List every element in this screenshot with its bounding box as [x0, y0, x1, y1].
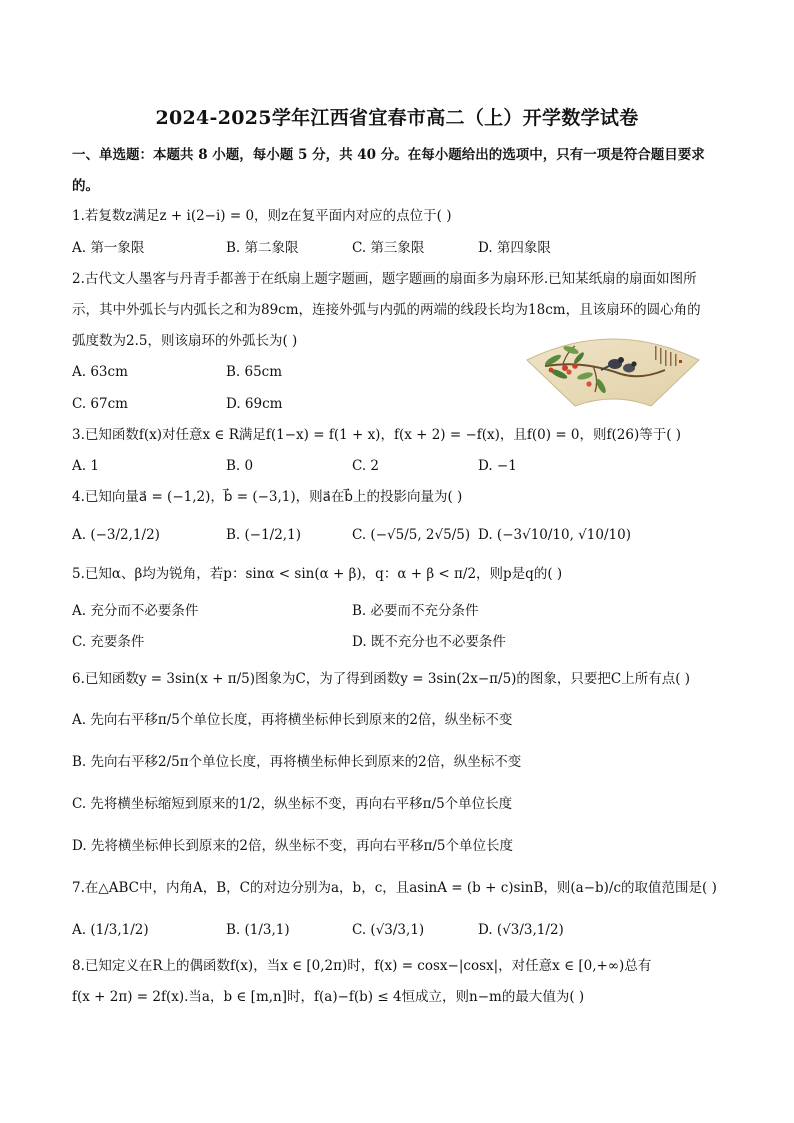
fan-painting-image	[523, 330, 703, 410]
question-8-stem-line-1: 8.已知定义在R上的偶函数f(x)，当x ∈ [0,2π)时，f(x) = cosx−|cosx|，对任意x ∈ [0,+∞)总有	[72, 958, 652, 974]
question-2-stem-line-1: 2.古代文人墨客与丹青手都善于在纸扇上题字题画，题字题画的扇面多为扇环形.已知某纸扇的扇面如图所	[72, 271, 697, 287]
question-2-option-d: D. 69cm	[226, 396, 283, 412]
question-8-stem-line-2: f(x + 2π) = 2f(x).当a，b ∈ [m,n]时，f(a)−f(b) ≤ 4恒成立，则n−m的最大值为( )	[72, 989, 585, 1005]
question-1-option-d: D. 第四象限	[478, 240, 551, 256]
question-7-option-a: A. (1/3,1/2)	[72, 922, 149, 938]
question-7-stem: 7.在△ABC中，内角A，B，C的对边分别为a，b，c，且asinA = (b + c)sinB，则(a−b)/c的取值范围是( )	[72, 880, 717, 896]
question-6-option-c: C. 先将横坐标缩短到原来的1/2，纵坐标不变，再向右平移π/5个单位长度	[72, 796, 513, 812]
question-5-option-a: A. 充分而不必要条件	[72, 603, 199, 619]
question-6-option-b: B. 先向右平移2/5π个单位长度，再将横坐标伸长到原来的2倍，纵坐标不变	[72, 754, 522, 770]
question-1-option-c: C. 第三象限	[352, 240, 425, 256]
question-1-option-a: A. 第一象限	[72, 240, 145, 256]
question-3-option-d: D. −1	[478, 458, 517, 474]
question-2-stem-line-2: 示，其中外弧长与内弧长之和为89cm，连接外弧与内弧的两端的线段长均为18cm，且该扇环的圆心角的	[72, 302, 701, 318]
question-3-option-b: B. 0	[226, 458, 254, 474]
question-5-option-b: B. 必要而不充分条件	[352, 603, 479, 619]
question-3-option-a: A. 1	[72, 458, 99, 474]
question-5-option-c: C. 充要条件	[72, 634, 145, 650]
question-2-stem-line-3: 弧度数为2.5，则该扇环的外弧长为( )	[72, 333, 298, 349]
section-heading-line-2: 的。	[72, 178, 99, 194]
question-2-option-b: B. 65cm	[226, 364, 283, 380]
question-7-option-c: C. (√3/3,1)	[352, 922, 425, 938]
question-5-stem: 5.已知α、β均为锐角，若p：sinα < sin(α + β)，q：α + β < π/2，则p是q的( )	[72, 566, 563, 582]
question-4-stem: 4.已知向量a⃗ = (−1,2)，b⃗ = (−3,1)，则a⃗在b⃗上的投影向量为( )	[72, 489, 463, 505]
question-5-option-d: D. 既不充分也不必要条件	[352, 634, 506, 650]
question-4-option-c: C. (−√5/5, 2√5/5)	[352, 527, 471, 543]
question-1-stem: 1.若复数z满足z + i(2−i) = 0，则z在复平面内对应的点位于( )	[72, 208, 452, 224]
question-1-option-b: B. 第二象限	[226, 240, 299, 256]
question-4-option-a: A. (−3/2,1/2)	[72, 527, 160, 543]
question-7-option-b: B. (1/3,1)	[226, 922, 290, 938]
question-3-stem: 3.已知函数f(x)对任意x ∈ R满足f(1−x) = f(1 + x)，f(x + 2) = −f(x)，且f(0) = 0，则f(26)等于( )	[72, 427, 682, 443]
question-4-option-b: B. (−1/2,1)	[226, 527, 301, 543]
question-2-option-a: A. 63cm	[72, 364, 128, 380]
question-6-option-d: D. 先将横坐标伸长到原来的2倍，纵坐标不变，再向右平移π/5个单位长度	[72, 838, 514, 854]
question-3-option-c: C. 2	[352, 458, 380, 474]
question-7-option-d: D. (√3/3,1/2)	[478, 922, 564, 938]
question-6-option-a: A. 先向右平移π/5个单位长度，再将横坐标伸长到原来的2倍，纵坐标不变	[72, 712, 513, 728]
question-4-option-d: D. (−3√10/10, √10/10)	[478, 527, 631, 543]
question-6-stem: 6.已知函数y = 3sin(x + π/5)图象为C，为了得到函数y = 3sin(2x−π/5)的图象，只要把C上所有点( )	[72, 671, 691, 687]
page-title: 2024-2025学年江西省宜春市高二（上）开学数学试卷	[155, 107, 639, 129]
section-heading-line-1: 一、单选题：本题共 8 小题，每小题 5 分，共 40 分。在每小题给出的选项中，只有一项是符合题目要求	[72, 147, 705, 163]
question-2-option-c: C. 67cm	[72, 396, 128, 412]
